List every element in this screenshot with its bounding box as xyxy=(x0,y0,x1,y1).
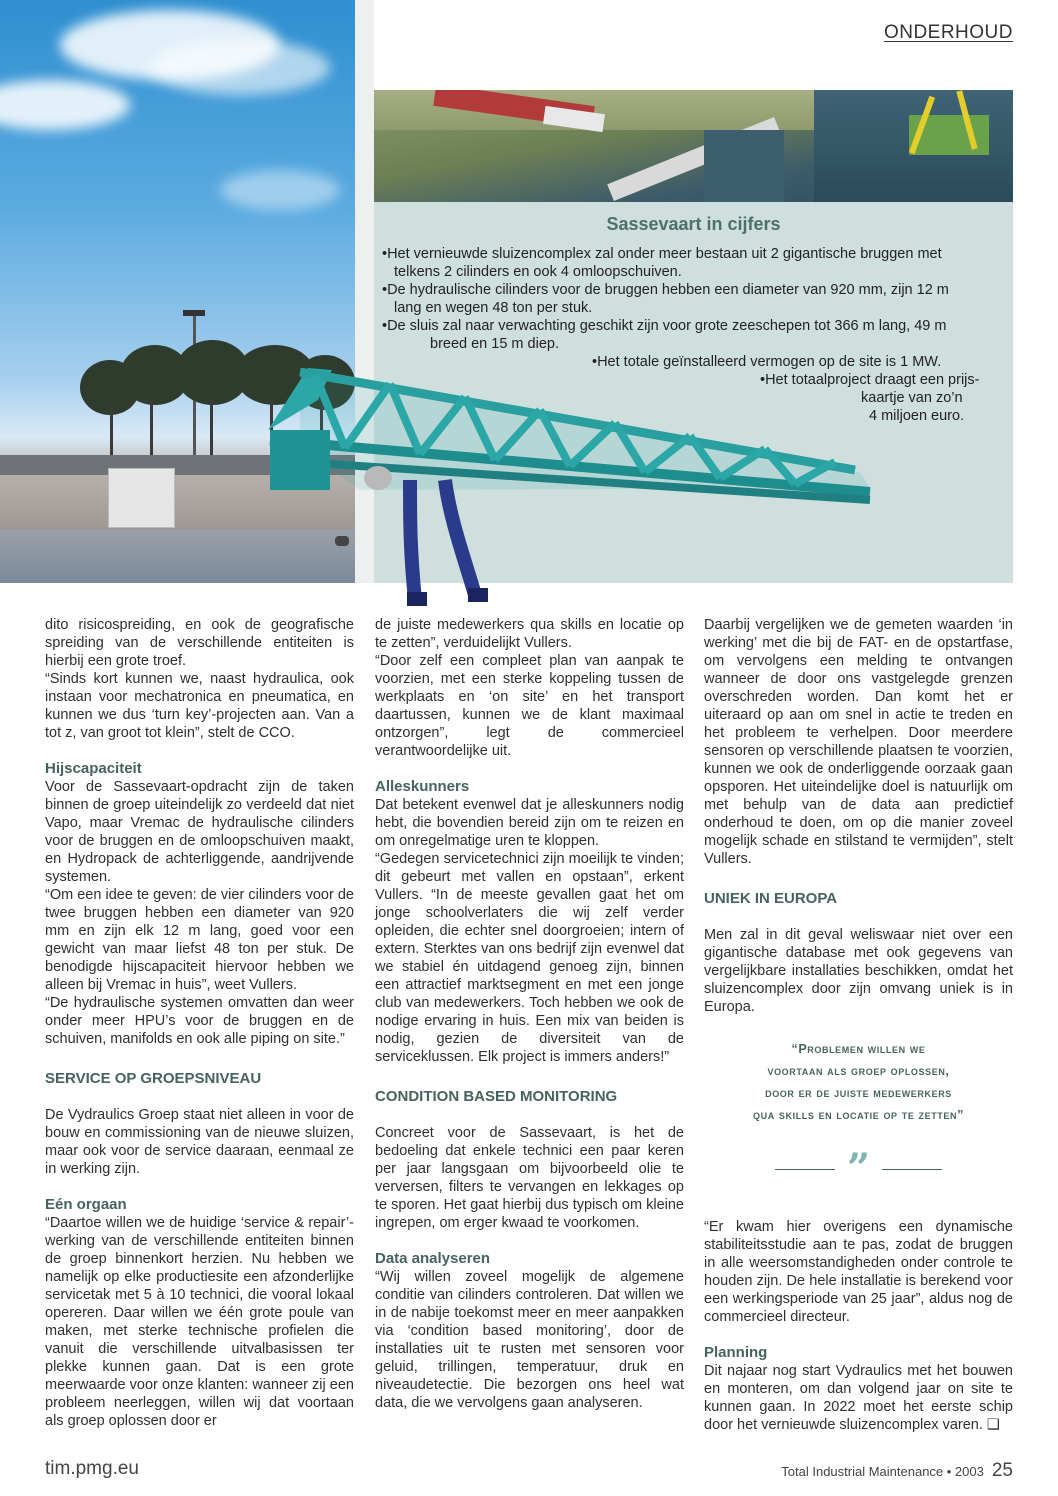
bridge-render xyxy=(260,360,880,620)
pull-quote-line: “Problemen willen we xyxy=(791,1042,926,1056)
paragraph: “Sinds kort kunnen we, naast hydraulica, ook instaan voor mechatronica en pneumatica, en kunnen we dus ‘turn key’-projecten aan. Van a tot z, van groot tot klein”, stelt de CCO. xyxy=(45,671,354,741)
infobox-bullet-cont: 4 miljoen euro. xyxy=(869,408,965,424)
paragraph: “De hydraulische systemen omvatten dan weer onder meer HPU’s voor de bruggen en de schuiven, manifolds en ook alle piping on site.” xyxy=(45,995,354,1047)
paragraph: dito risicospreiding, en ook de geografische spreiding van de verschillende entiteiten is hierbij een grote troef. xyxy=(45,617,354,669)
paragraph: “Gedegen servicetechnici zijn moeilijk te vinden; dit gebeurt met vallen en opstaan”, erkent Vullers. “In de meeste gevallen gaat het om jonge schoolverlaters die wij zelf verder opleiden, die echter snel doorgroeien; intern of extern. Sterktes van ons bedrijf zijn evenwel dat we stabiel én uitdagend genoeg zijn, binnen een attractief marktsegment en met een jonge club van medewerkers. Toch hebben we ook de nodige ervaring in huis. Een mix van beiden is nodig, gezien de diversiteit van de serviceklussen. Elk project is immers anders!” xyxy=(375,851,684,1065)
paragraph: “Er kwam hier overigens een dynamische stabiliteitsstudie aan te pas, zodat de bruggen in alle weersomstandigheden onder controle te houden zijn. De hele installatie is berekend voor een werkingsperiode van 25 jaar”, aldus nog de commercieel directeur. xyxy=(704,1219,1013,1325)
subheading: Data analyseren xyxy=(375,1250,491,1267)
paragraph: “Door zelf een compleet plan van aanpak te voorzien, met een sterke koppeling tussen de werkplaats en ‘on site’ en het transport daartussen, kunnen we de klant maximaal ontzorgen”, legt de commercieel verantwoordelijke uit. xyxy=(375,653,684,759)
infobox-bullet: •De sluis zal naar verwachting geschikt zijn voor grote zeeschepen tot 366 m lang, 49 m xyxy=(382,318,947,334)
infobox-bullet-cont: kaartje van zo’n xyxy=(861,390,963,406)
paragraph: Men zal in dit geval weliswaar niet over een gigantische database met ook gegevens van vergelijkbare installaties beschikken, omdat het sluizencomplex door zijn omvang uniek is in Europa. xyxy=(704,927,1013,1015)
infobox-bullet: •Het totale geïnstalleerd vermogen op de site is 1 MW. xyxy=(592,354,942,370)
paragraph: Dit najaar nog start Vydraulics met het bouwen en monteren, om dan volgend jaar on site te kunnen gaan. In 2022 moet het eerste schip door het vernieuwde sluizencomplex varen. ❑ xyxy=(704,1363,1013,1433)
infobox-bullet-cont: lang en wegen 48 ton per stuk. xyxy=(394,300,593,316)
paragraph: “Om een idee te geven: de vier cilinders voor de twee bruggen hebben een diameter van 920 mm en zijn elk 12 m lang, goed voor een gewicht van maar liefst 48 ton per stuk. De benodigde hijscapaciteit hiervoor hebben we alleen bij Vremac in huis”, weet Vullers. xyxy=(45,887,354,993)
pull-quote-line: door er de juiste medewerkers xyxy=(765,1086,952,1100)
infobox-title: Sassevaart in cijfers xyxy=(606,214,781,234)
subheading: Planning xyxy=(704,1344,768,1361)
section-heading: SERVICE OP GROEPSNIVEAU xyxy=(45,1070,262,1087)
website-link[interactable]: tim.pmg.eu xyxy=(45,1458,139,1479)
paragraph: Dat betekent evenwel dat je alleskunners nodig hebt, die bovendien bereid zijn om te reizen en om onregelmatige uren te kloppen. xyxy=(375,797,684,849)
infobox-bullet-cont: breed en 15 m diep. xyxy=(430,336,559,352)
section-heading: UNIEK IN EUROPA xyxy=(704,890,838,907)
subheading: Alleskunners xyxy=(375,778,470,795)
infobox-bullet-cont: telkens 2 cilinders en ook 4 omloopschuiven. xyxy=(394,264,682,280)
magazine-issue: Total Industrial Maintenance • 2003 xyxy=(781,1464,984,1479)
article-column-1 xyxy=(45,616,354,1430)
page-footer xyxy=(781,1460,1013,1482)
pull-quote-line: qua skills en locatie op te zetten” xyxy=(753,1108,964,1122)
section-tag: ONDERHOUD xyxy=(883,22,1013,43)
infobox-bullet: •Het totaalproject draagt een prijs- xyxy=(760,372,980,388)
page-number: 25 xyxy=(991,1460,1013,1481)
paragraph: Daarbij vergelijken we de gemeten waarden ‘in werking’ met die bij de FAT- en de opstartfase, om vervolgens een melding te ontvangen wanneer de door ons vastgelegde grenzen overschreden worden. Dan komt het er uiteraard op aan om snel in actie te treden en het probleem te verhelpen. Door meerdere sensoren op verschillende plaatsen te voorzien, kunnen we ook de onderliggende oorzaak gaan opsporen. Het uiteindelijke doel is natuurlijk om met behulp van de data aan predictief onderhoud te doen, om op die manier zoveel mogelijk schade en stilstand te vermijden”, stelt Vullers. xyxy=(704,617,1013,867)
subheading: Hijscapaciteit xyxy=(45,760,142,777)
quote-mark-icon: ” xyxy=(846,1145,870,1192)
infobox-bullet: •De hydraulische cilinders voor de bruggen hebben een diameter van 920 mm, zijn 12 m xyxy=(382,282,949,298)
paragraph: De Vydraulics Groep staat niet alleen in voor de bouw en commissioning van de nieuwe sluizen, maar ook voor de service daaraan, eenmaal ze in werking zijn. xyxy=(45,1107,354,1177)
quote-divider xyxy=(704,1145,1013,1192)
paragraph: Concreet voor de Sassevaart, is het de bedoeling dat enkele technici een paar keren per jaar langsgaan om bijvoorbeeld olie te verversen, filters te vervangen en lekkages op te sporen. Het gaat hierbij dus typisch om kleine ingrepen, om erger kwaad te voorkomen. xyxy=(375,1125,684,1231)
aerial-lock-photo xyxy=(374,90,1013,202)
section-heading: CONDITION BASED MONITORING xyxy=(375,1088,618,1105)
paragraph: “Wij willen zoveel mogelijk de algemene conditie van cilinders controleren. Dat willen we in de nabije toekomst meer en meer aanpakken via ‘condition based monitoring’, door de installaties uit te rusten met sensoren voor geluid, trillingen, temperatuur, druk en niveaudetectie. Die bezorgen ons heel wat data, die we vervolgens gaan analyseren. xyxy=(375,1269,684,1411)
pull-quote xyxy=(704,1038,1013,1126)
article-column-3 xyxy=(704,616,1013,1434)
paragraph: de juiste medewerkers qua skills en locatie op te zetten”, verduidelijkt Vullers. xyxy=(375,617,684,651)
pull-quote-line: voortaan als groep oplossen, xyxy=(767,1064,950,1078)
paragraph: Voor de Sassevaart-opdracht zijn de taken binnen de groep uiteindelijk zo verdeeld dat niet Vapo, maar Vremac de hydraulische cilinders voor de bruggen en de omloopschuiven maakt, en Hydropack de achterliggende, aandrijvende systemen. xyxy=(45,779,354,885)
infobox-bullet: •Het vernieuwde sluizencomplex zal onder meer bestaan uit 2 gigantische bruggen met xyxy=(382,246,942,262)
subheading: Eén orgaan xyxy=(45,1196,127,1213)
paragraph: “Daartoe willen we de huidige ‘service & repair’-werking van de verschillende entiteiten binnen de groep binnenkort herzien. Nu hebben we namelijk op elke productiesite een afzonderlijke servicetak met 5 à 10 technici, die vooral lokaal opereren. Daar willen we één grote poule van maken, met sterke technische profielen die vanuit die verschillende uitvalbasissen ter plekke kunnen gaan. Dat is een grote meerwaarde voor onze klanten: wanneer zij een probleem neerleggen, willen wij dat voortaan als groep oplossen door er xyxy=(45,1215,354,1429)
article-column-2 xyxy=(375,616,684,1412)
